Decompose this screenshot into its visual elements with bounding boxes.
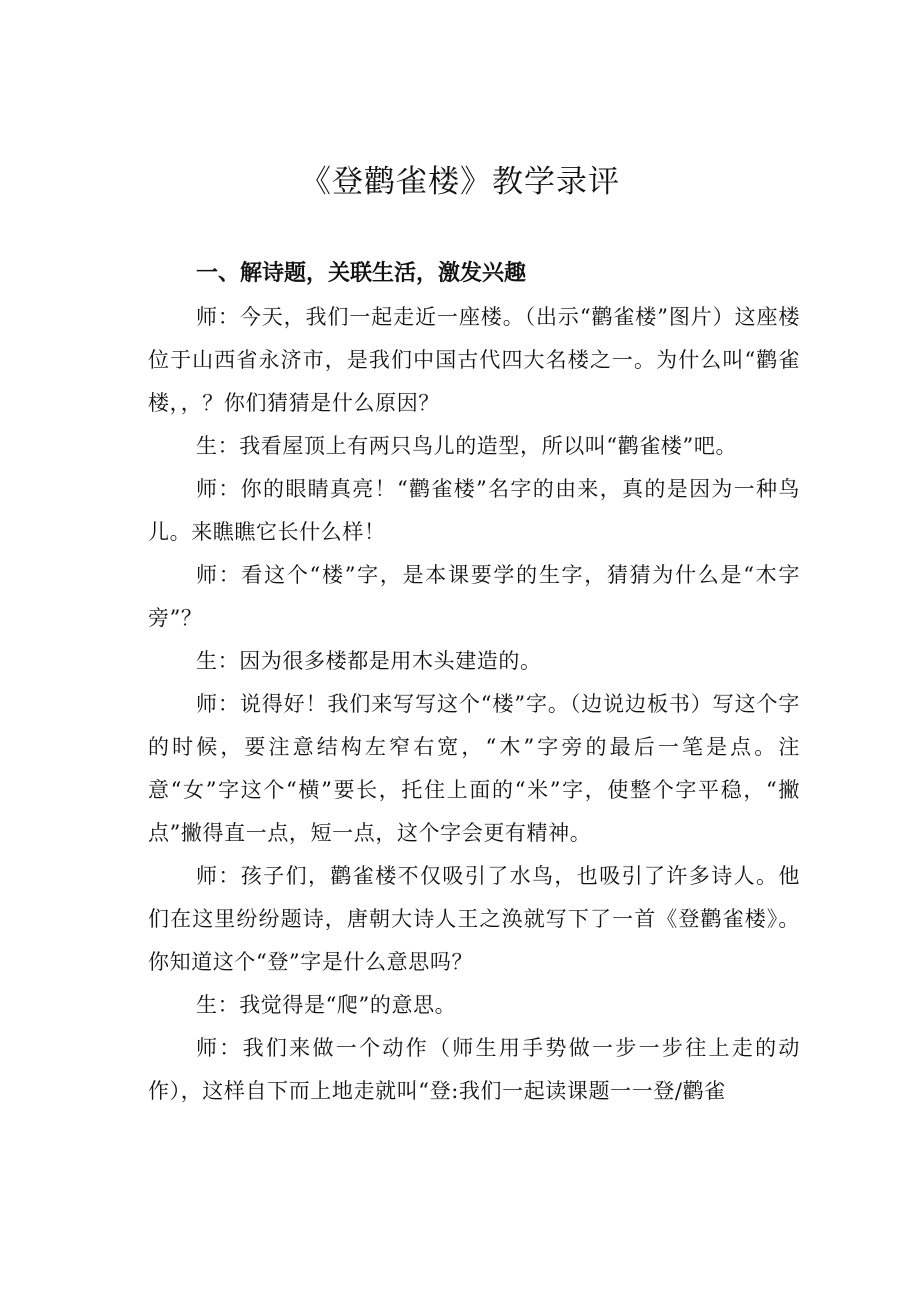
paragraph: 生：我看屋顶上有两只鸟儿的造型，所以叫“鹳雀楼”吧。 bbox=[196, 434, 738, 458]
paragraph: 师：你的眼睛真亮！“鹳雀楼”名字的由来，真的是因为一种鸟儿。来瞧瞧它长什么样！ bbox=[148, 477, 800, 544]
paragraph: 师：今天，我们一起走近一座楼。（出示“鹳雀楼”图片）这座楼位于山西省永济市，是我们中国古代四大名楼之一。为什么叫“鹳雀楼，，？你们猜猜是什么原因？ bbox=[148, 305, 800, 415]
paragraph: 生：我觉得是“爬”的意思。 bbox=[196, 993, 457, 1017]
paragraph: 师：看这个“楼”字，是本课要学的生字，猜猜为什么是“木字旁”？ bbox=[148, 563, 800, 630]
section-heading: 一、解诗题，关联生活，激发兴趣 bbox=[196, 261, 527, 286]
document-title: 《登鹳雀楼》教学录评 bbox=[300, 164, 620, 200]
paragraph: 师：说得好！我们来写写这个“楼”字。（边说边板书）写这个字的时候，要注意结构左窄右宽，“木”字旁的最后一笔是点。注意“女”字这个“横”要长，托住上面的“米”字，使整个字平稳，“撇点”撇得直一点，短一点，这个字会更有精神。 bbox=[148, 692, 800, 845]
paragraph: 师：孩子们，鹳雀楼不仅吸引了水鸟，也吸引了许多诗人。他们在这里纷纷题诗，唐朝大诗人王之涣就写下了一首《登鹳雀楼》。你知道这个“登”字是什么意思吗？ bbox=[148, 864, 800, 974]
document-body bbox=[148, 296, 800, 1113]
paragraph: 师：我们来做一个动作（师生用手势做一步一步往上走的动作），这样自下而上地走就叫“登:我们一起读课题一一登/鹳雀 bbox=[148, 1036, 800, 1103]
paragraph: 生：因为很多楼都是用木头建造的。 bbox=[196, 649, 542, 673]
